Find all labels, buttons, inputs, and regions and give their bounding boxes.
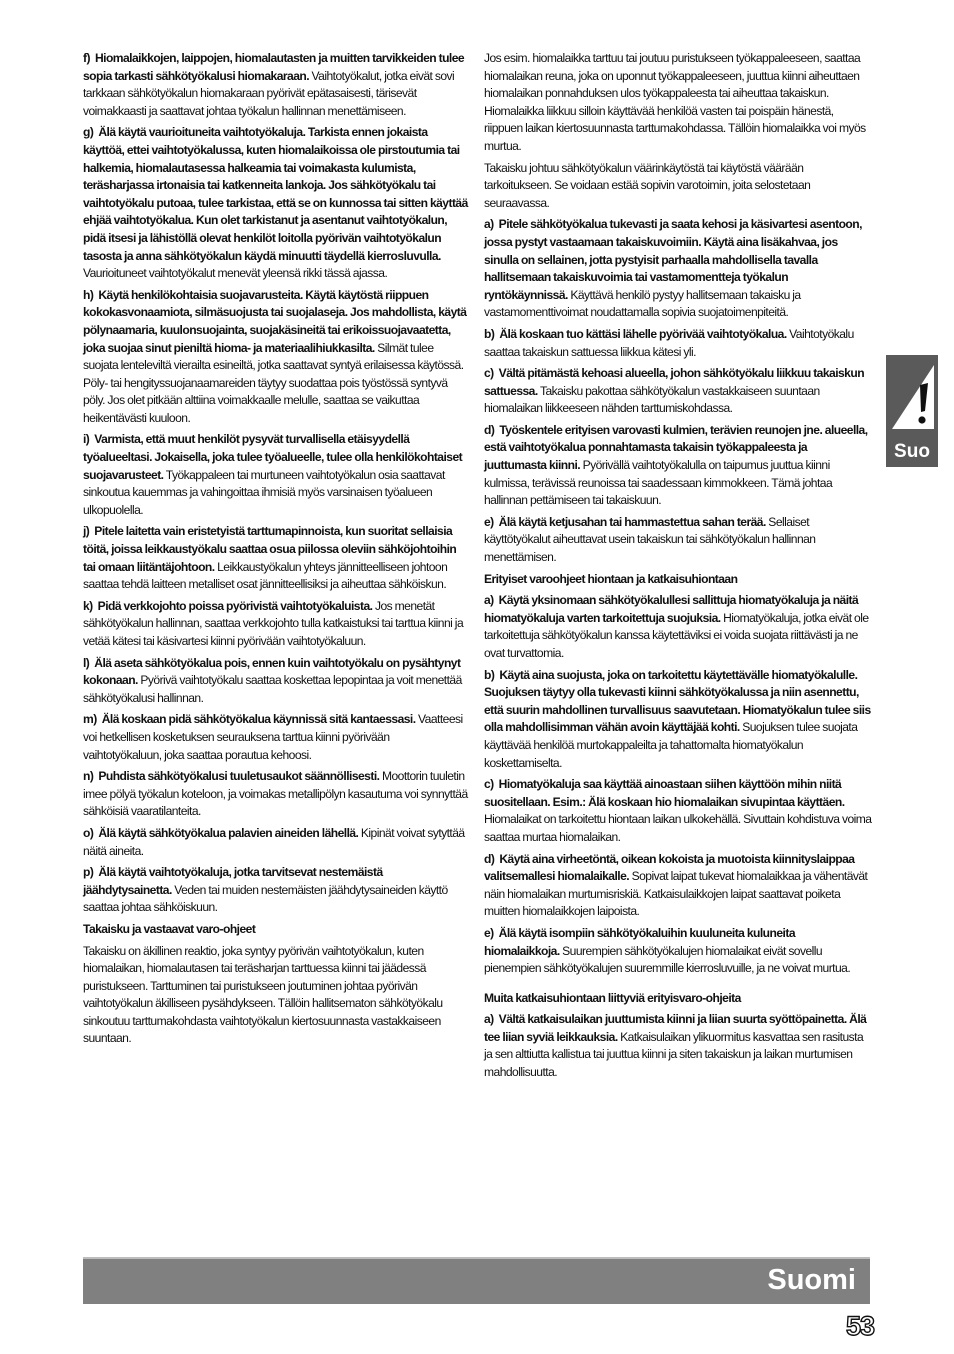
kickback-paragraph-1: Jos esim. hiomalaikka tarttuu tai joutuu puristukseen työkappaleeseen, saattaa hiomalaikan reuna, joka on uponnut työkappaleeseen, juuttua kiinni aiheuttaen hiomalaikan ponnahduksen ulos työkappaleesta tai aiheuttaa takaiskun. Hiomalaikka liikkuu silloin käyttävää henkilöä vasten tai poispäin hänestä, riippuen laikan kiertosuunnasta tarttumakohdassa. Tällöin hiomalaikka voi myös murtua. <box>484 51 866 153</box>
item-g: g) Älä käytä vaurioituneita vaihtotyökaluja. Tarkista ennen jokaista käyttöä, ettei vaihtotyökalussa, kuten hiomalaikoissa ole pirstoutumia tai halkemia, hiomalautasessa halkeamia tai voimakasta kulumista, teräsharjassa irtonaisia tai katkenneita lankoja. Jos sähkötyökalu tai vaihtotyökalu putoaa, tulee tarkistaa, että se on kunnossa tai sitten käyttää ehjää vaihtotyökalua. Kun olet tarkistanut ja asentanut vaihtotyökalun, pidä itsesi ja lähistöllä olevat henkilöt loitolla pyörivän vaihtotyökalun tasosta ja anna sähkötyökalun käydä minuutti täydellä kierrosluvulla. Vaurioituneet vaihtotyökalut menevät yleensä rikki tässä ajassa. <box>83 125 468 281</box>
item-p: p) Älä käytä vaihtotyökaluja, jotka tarvitsevat nestemäistä jäähdytysainetta. Veden tai muiden nestemäisten jäähdytysaineiden käyttö saattaa johtaa sähköiskuun. <box>83 865 448 915</box>
kickback-paragraph-2: Takaisku johtuu sähkötyökalun väärinkäytöstä tai käytöstä väärään tarkoitukseen. Se voidaan estää sopivin varotoimin, joita selostetaan seuraavassa. <box>484 160 811 210</box>
grinding-item-c: c) Hiomatyökaluja saa käyttää ainoastaan siihen käyttöön mihin niitä suositellaan. Esim.: Älä koskaan hio hiomalaikan sivupintaa käyttäen. Hiomalaikat on tarkoitettu hiontaan laikan ulkokehällä. Sivuttain kohdistuva voima saattaa murtaa hiomalaikan. <box>484 777 872 844</box>
grinding-item-d: d) Käytä aina virheetöntä, oikean kokoista ja muotoista kiinnityslaippaa valitsemallesi hiomalaikalle. Sopivat laipat tukevat hiomalaikkaa ja vähentävät näin hiomalaikan murtumisriskiä. Katkaisulaikkojen laipat saattavat poiketa muitten hiomalaikkojen laipoista. <box>484 851 868 919</box>
right-column <box>484 50 872 1086</box>
item-o: o) Älä käytä sähkötyökalua palavien aineiden lähellä. Kipinät voivat sytyttää näitä aineita. <box>83 825 465 858</box>
language-side-tab <box>886 355 938 467</box>
side-tab-label: Suo <box>894 441 930 462</box>
item-m: m) Älä koskaan pidä sähkötyökalua käynnissä sitä kantaessasi. Vaatteesi voi hetkellisen kosketuksen seurauksena tarttua kiinni pyörivään vaihtotyökaluun, joka saattaa porautua kehoosi. <box>83 712 463 762</box>
item-h: h) Käytä henkilökohtaisia suojavarusteita. Käytä käytöstä riippuen kokokasvonaamiota, silmäsuojusta tai suojalaseja. Jos mahdollista, käytä pölynaamaria, kuulonsuojainta, suojakäsineitä tai erikoissuojavaatetta, joka suojaa sinut pieniltä hioma- ja materiaalihiukkasilta. Silmät tulee suojata lenteleviltä vierailta esineiltä, jotka saattavat syntyä erilaisessa käytössä. Pöly- tai hengityssuojanaamareiden täytyy suodattaa pois työstössä syntyvä pöly. Jos olet pitkään alttiina voimakkaalle melulle, saattaa se vaikuttaa heikentävästi kuuloon. <box>83 287 467 425</box>
section-heading-cutting: Muita katkaisuhiontaan liittyviä erityisvaro-ohjeita <box>484 990 741 1005</box>
left-column <box>83 50 470 1052</box>
cutting-item-a: a) Vältä katkaisulaikan juuttumista kiinni ja liian suurta syöttöpainetta. Älä tee liian syviä leikkauksia. Katkaisulaikan ylikuormitus kasvattaa sen rasitusta ja sen alttiutta kallistua tai juuttua kiinni ja siten takaiskun ja laikan murtumisen mahdollisuutta. <box>484 1012 867 1080</box>
kickback-item-d: d) Työskentele erityisen varovasti kulmien, terävien reunojen jne. alueella, estä vaihtotyökalua ponnahtamasta takaisin työkappaleesta ja juuttumasta kiinni. Pyörivällä vaihtotyökalulla on taipumus juuttua kiinni kulmissa, terävissä reunoissa tai saadessaan kimmokkeen. Tämä johtaa hallinnan pettämiseen tai takaiskuun. <box>484 422 868 508</box>
kickback-intro: Takaisku on äkillinen reaktio, joka syntyy pyörivän vaihtotyökalun, kuten hiomalaikan, hiomalautasen tai teräsharjan tarttuessa kiinni tai jäädessä puristukseen. Tarttuminen tai puristukseen joutuminen johtaa pyörivän vaihtotyökalun äkilliseen pysähdykseen. Tällöin hallitsematon sähkötyökalu sinkoutuu tarttumakohdasta vaihtotyökalun kiertosuunnasta vastakkaiseen suuntaan. <box>83 943 443 1046</box>
kickback-item-e: e) Älä käytä ketjusahan tai hammastettua sahan terää. Sellaiset käyttötyökalut aiheuttavat usein takaiskun tai sähkötyökalun hallinnan menettämisen. <box>484 514 816 565</box>
kickback-item-a: a) Pitele sähkötyökalua tukevasti ja saata kehosi ja käsivartesi asentoon, jossa pystyt vastaamaan takaiskuvoimiin. Käytä aina lisäkahvaa, jos sinulla on sellainen, jotta pystyisit parhaalla mahdollisella tavalla hallitsemaan takaiskuvoimia tai vastamomentteja työkalun ryntökäynnissä. Käyttävä henkilö pystyy hallitsemaan takaisku ja vastamomenttivoimat noudattamalla sopivia suojatoimenpiteitä. <box>484 217 862 320</box>
kickback-item-c: c) Vältä pitämästä kehoasi alueella, johon sähkötyökalu liikkuu takaiskun sattuessa. Takaisku pakottaa sähkötyökalun vastakkaiseen suuntaan hiomalaikan liikkeeseen nähden tarttumiskohdassa. <box>484 366 865 416</box>
grinding-item-a: a) Käytä yksinomaan sähkötyökalullesi sallittuja hiomatyökaluja ja näitä hiomatyökaluja varten tarkoitettuja suojuksia. Hiomatyökaluja, jotka eivät ole tarkoitettuja sähkötyökalun kanssa käytettäviksi ei voida suojata riittävästi ja ne ovat turvattomia. <box>484 593 869 660</box>
item-n: n) Puhdista sähkötyökalusi tuuletusaukot säännöllisesti. Moottorin tuuletin imee pölyä työkalun koteloon, ja voimakas metallipölyn kasautuma voi synnyttää sähköisiä vaaratilanteita. <box>83 769 468 819</box>
item-f: f) Hiomalaikkojen, laippojen, hiomalautasten ja muitten tarvikkeiden tulee sopia tarkasti sähkötyökalusi hiomakaraan. Vaihtotyökalut, jotka eivät sovi tarkkaan sähkötyökalun hiomakaraan pyörivät epätasaisesti, tärisevät voimakkaasti ja saattavat johtaa työkalun hallinnan menettämiseen. <box>83 51 465 118</box>
item-i: i) Varmista, että muut henkilöt pysyvät turvallisella etäisyydellä työalueeltasi. Jokaisella, joka tulee työalueelle, tulee olla henkilökohtaiset suojavarusteet. Työkappaleen tai murtuneen vaihtotyökalun osia saattavat sinkoutua kauemmas ja vahingoittaa ihmisiä myös varsinaisen työalueen ulkopuolella. <box>83 432 463 517</box>
grinding-item-e: e) Älä käytä isompiin sähkötyökaluihin kuuluneita kuluneita hiomalaikkoja. Suurempien sähkötyökalujen hiomalaikat eivät sovellu pienempien sähkötyökalujen suuremmille kierrosluvuille, ja ne voivat murtua. <box>484 925 851 976</box>
footer-language-title: Suomi <box>767 1264 856 1296</box>
item-l: l) Älä aseta sähkötyökalua pois, ennen kuin vaihtotyökalu on pysähtynyt kokonaan. Pyörivä vaihtotyökalu saattaa koskettaa lepopintaa ja voit menettää sähkötyökalusi hallinnan. <box>83 655 462 705</box>
item-k: k) Pidä verkkojohto poissa pyörivistä vaihtotyökaluista. Jos menetät sähkötyökalun hallinnan, saattaa verkkojohto tulla katkaistuksi tai tarttua kiinni ja vetää kätesi tai käsivartesi kiinni pyörivään vaihtotyökaluun. <box>83 598 464 648</box>
page-number: 53 <box>845 1311 874 1341</box>
footer-language-bar <box>83 1257 870 1304</box>
warning-exclamation-icon <box>890 365 934 437</box>
section-heading-grinding: Erityiset varoohjeet hiontaan ja katkaisuhiontaan <box>484 571 738 586</box>
kickback-item-b: b) Älä koskaan tuo kättäsi lähelle pyörivää vaihtotyökalua. Vaihtotyökalu saattaa takaiskun sattuessa liikkua kätesi yli. <box>484 326 854 359</box>
item-j: j) Pitele laitetta vain eristetyistä tarttumapinnoista, kun suoritat sellaisia töitä, joissa leikkaustyökalu saattaa osua piilossa oleviin sähköjohtoihin tai omaan liitäntäjohtoon. Leikkaustyökalun yhteys jännitteelliseen johtoon saattaa tehdä laitteen metalliset osat jännitteellisiksi ja aiheuttaa sähköiskun. <box>83 524 457 592</box>
section-heading-kickback: Takaisku ja vastaavat varo-ohjeet <box>83 921 256 936</box>
grinding-item-b: b) Käytä aina suojusta, joka on tarkoitettu käytettävälle hiomatyökalulle. Suojuksen täytyy olla tukevasti kiinni sähkötyökalussa ja niin asennettu, että suurin mahdollinen turvallisuus saavutetaan. Hiomatyökalun tulee siis olla mahdollisimman vähän avoin käyttäjää kohti. Suojuksen tulee suojata käyttävää henkilöä murtokappaleilta ja tahattomalta hiomatyökalun koskettamiselta. <box>484 667 871 770</box>
